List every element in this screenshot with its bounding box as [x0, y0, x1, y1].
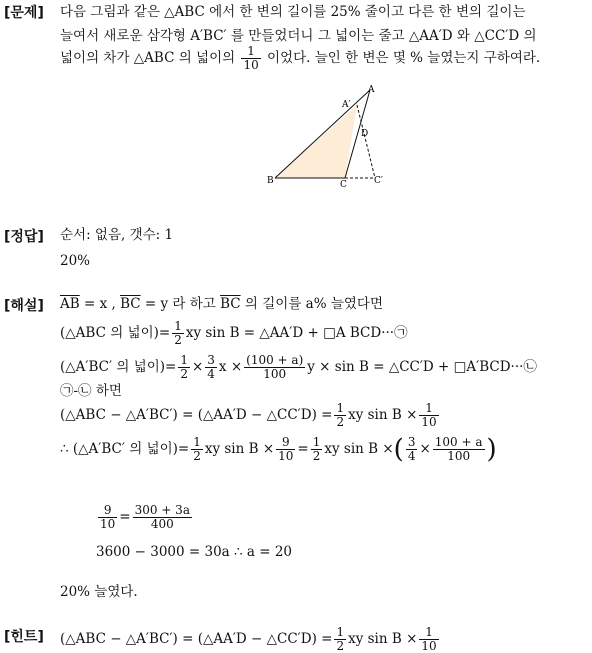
solution-equation-1: $\frac{9}{10}$ = $\frac{300 + 3a}{400}$ [100, 503, 190, 531]
problem-line-1: 다음 그림과 같은 △ABC 에서 한 변의 길이를 25% 줄이고 다른 한 변의 길이는 [60, 4, 526, 20]
solution-section [0, 292, 592, 612]
dashed-Aprime-Cprime [357, 105, 375, 178]
solution-label: [해설] [4, 298, 44, 314]
solution-conclusion: 20% 늘였다. [60, 584, 138, 600]
solution-line-3: (△A′BC′ 의 넓이)= $\frac{1}{2}$ × $\frac{3}{4}$ x × $\frac{(100 + a)}{100}$ y × sin B = △CC′D + □A′BCD···㉡ [60, 353, 537, 381]
hint-label: [힌트] [4, 629, 44, 645]
problem-label: [문제] [4, 5, 44, 21]
solution-line-2: (△ABC 의 넓이)= $\frac{1}{2}$ xy sin B = △AA′D + □A BCD···㉠ [60, 319, 408, 347]
problem-section [0, 0, 592, 230]
solution-line-5: (△ABC − △A′BC′) = (△AA′D − △CC′D) = $\frac{1}{2}$ xy sin B × $\frac{1}{10}$ [60, 401, 437, 429]
problem-line-3: 넓이의 차가 △ABC 의 넓이의 $\frac{1}{10}$ 이었다. 늘인 한 변은 몇 % 늘였는지 구하여라. [60, 44, 541, 72]
label-C: C [340, 180, 347, 190]
label-B: B [267, 176, 274, 186]
answer-line-2: 20% [60, 253, 91, 269]
answer-section [0, 224, 592, 284]
hint-line: (△ABC − △A′BC′) = (△AA′D − △CC′D) = $\frac{1}{2}$ xy sin B × $\frac{1}{10}$ [60, 625, 437, 653]
label-C-prime: C′ [374, 176, 383, 186]
triangle-figure [0, 80, 592, 200]
label-A-prime: A′ [342, 100, 351, 110]
fraction-1-10: $\frac{1}{10}$ [243, 44, 259, 72]
label-A: A [368, 85, 375, 95]
problem-line-2: 늘여서 새로운 삼각형 A′BC′ 를 만들었더니 그 넓이는 줄고 △AA′D 와 △CC′D 의 [60, 28, 537, 44]
solution-equation-2: 3600 − 3000 = 30a ∴ a = 20 [96, 544, 293, 560]
solution-line-1: $\overline{AB} = x$ , $\overline{BC} = y$ 라 하고 $\overline{BC}$ 의 길이를 a% 늘였다면 [60, 296, 383, 312]
hint-section [0, 618, 592, 653]
solution-line-4: ㉠-㉡ 하면 [60, 383, 122, 399]
answer-line-1: 순서: 없음, 갯수: 1 [60, 227, 174, 243]
answer-label: [정답] [4, 229, 44, 245]
label-D: D [361, 129, 369, 139]
solution-line-6: ∴ (△A′BC′ 의 넓이)= $\frac{1}{2}$ xy sin B × $\frac{9}{10}$ = $\frac{1}{2}$ xy sin B ×( $\frac{3}{4}$ × $\frac{100 + a}{100}$ ) [60, 434, 497, 465]
